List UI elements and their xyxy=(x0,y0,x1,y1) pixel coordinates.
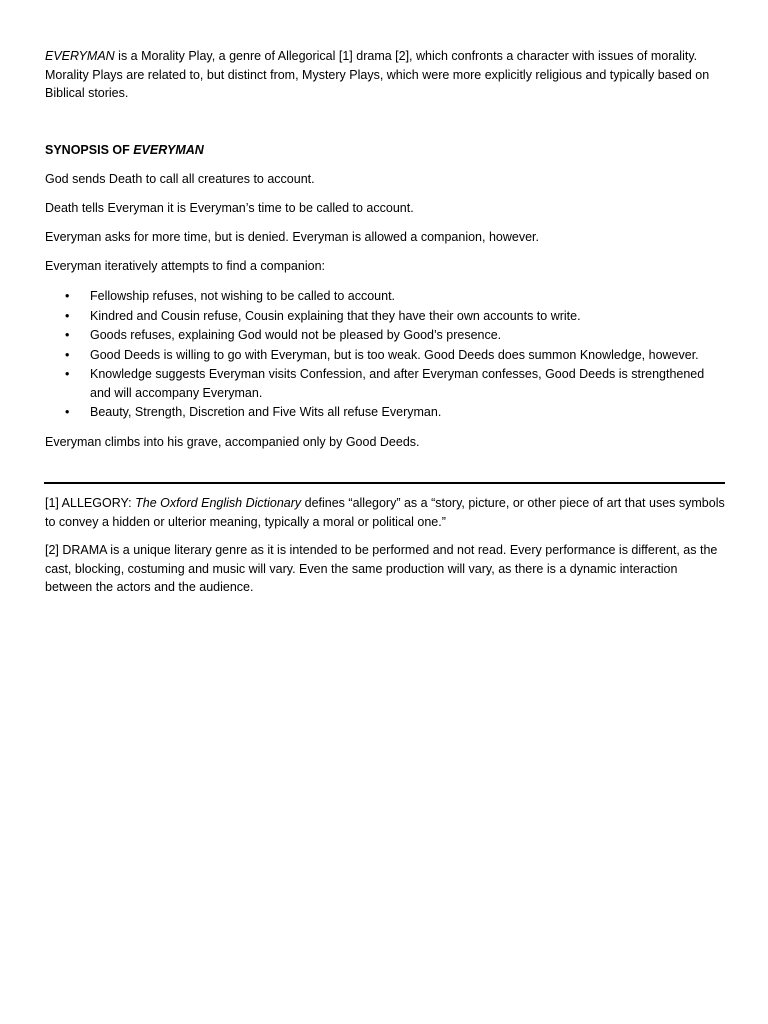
intro-text: is a Morality Play, a genre of Allegorical [1] drama [2], which confronts a character with issues of morality. Morality Plays are related to, but distinct from, Mystery Plays, which were more explicitly religious and typically based on Biblical stories. xyxy=(45,49,710,100)
list-item: • Goods refuses, explaining God would not be pleased by Good’s presence. xyxy=(45,326,727,345)
list-item: • Kindred and Cousin refuse, Cousin explaining that they have their own accounts to write. xyxy=(45,307,727,326)
footnote-allegory xyxy=(45,494,727,531)
list-item: • Fellowship refuses, not wishing to be called to account. xyxy=(45,287,727,306)
synopsis-line: Everyman asks for more time, but is denied. Everyman is allowed a companion, however. xyxy=(45,230,539,244)
footnote-divider xyxy=(44,482,725,484)
synopsis-line: Death tells Everyman it is Everyman’s time to be called to account. xyxy=(45,201,414,215)
list-item: • Good Deeds is willing to go with Everyman, but is too weak. Good Deeds does summon Knowledge, however. xyxy=(45,346,727,365)
synopsis-heading-prefix: SYNOPSIS OF xyxy=(45,143,134,157)
list-item: • Knowledge suggests Everyman visits Confession, and after Everyman confesses, Good Deeds is strengthened and will accompany Everyman. xyxy=(45,365,727,402)
footnote-source: The Oxford English Dictionary xyxy=(135,496,302,510)
footnote-text: defines “allegory” as a “story, picture, or other piece of art that uses symbols to convey a hidden or ulterior meaning, typically a moral or political one.” xyxy=(45,496,725,529)
footnote-label: [1] ALLEGORY: xyxy=(45,496,136,510)
companion-list xyxy=(45,287,727,423)
synopsis-line: God sends Death to call all creatures to account. xyxy=(45,172,315,186)
list-item: • Beauty, Strength, Discretion and Five Wits all refuse Everyman. xyxy=(45,403,727,422)
synopsis-line: Everyman iteratively attempts to find a companion: xyxy=(45,259,325,273)
intro-paragraph xyxy=(45,47,727,103)
closing-line: Everyman climbs into his grave, accompanied only by Good Deeds. xyxy=(45,435,420,449)
footnote-drama: [2] DRAMA is a unique literary genre as it is intended to be performed and not read. Every performance is different, as the cast, blocking, costuming and music will vary. Even the same production will vary, as there is a dynamic interaction between the actors and the audience. xyxy=(45,543,718,594)
synopsis-heading xyxy=(45,141,727,160)
synopsis-heading-title: EVERYMAN xyxy=(133,143,204,157)
intro-title: EVERYMAN xyxy=(45,49,115,63)
